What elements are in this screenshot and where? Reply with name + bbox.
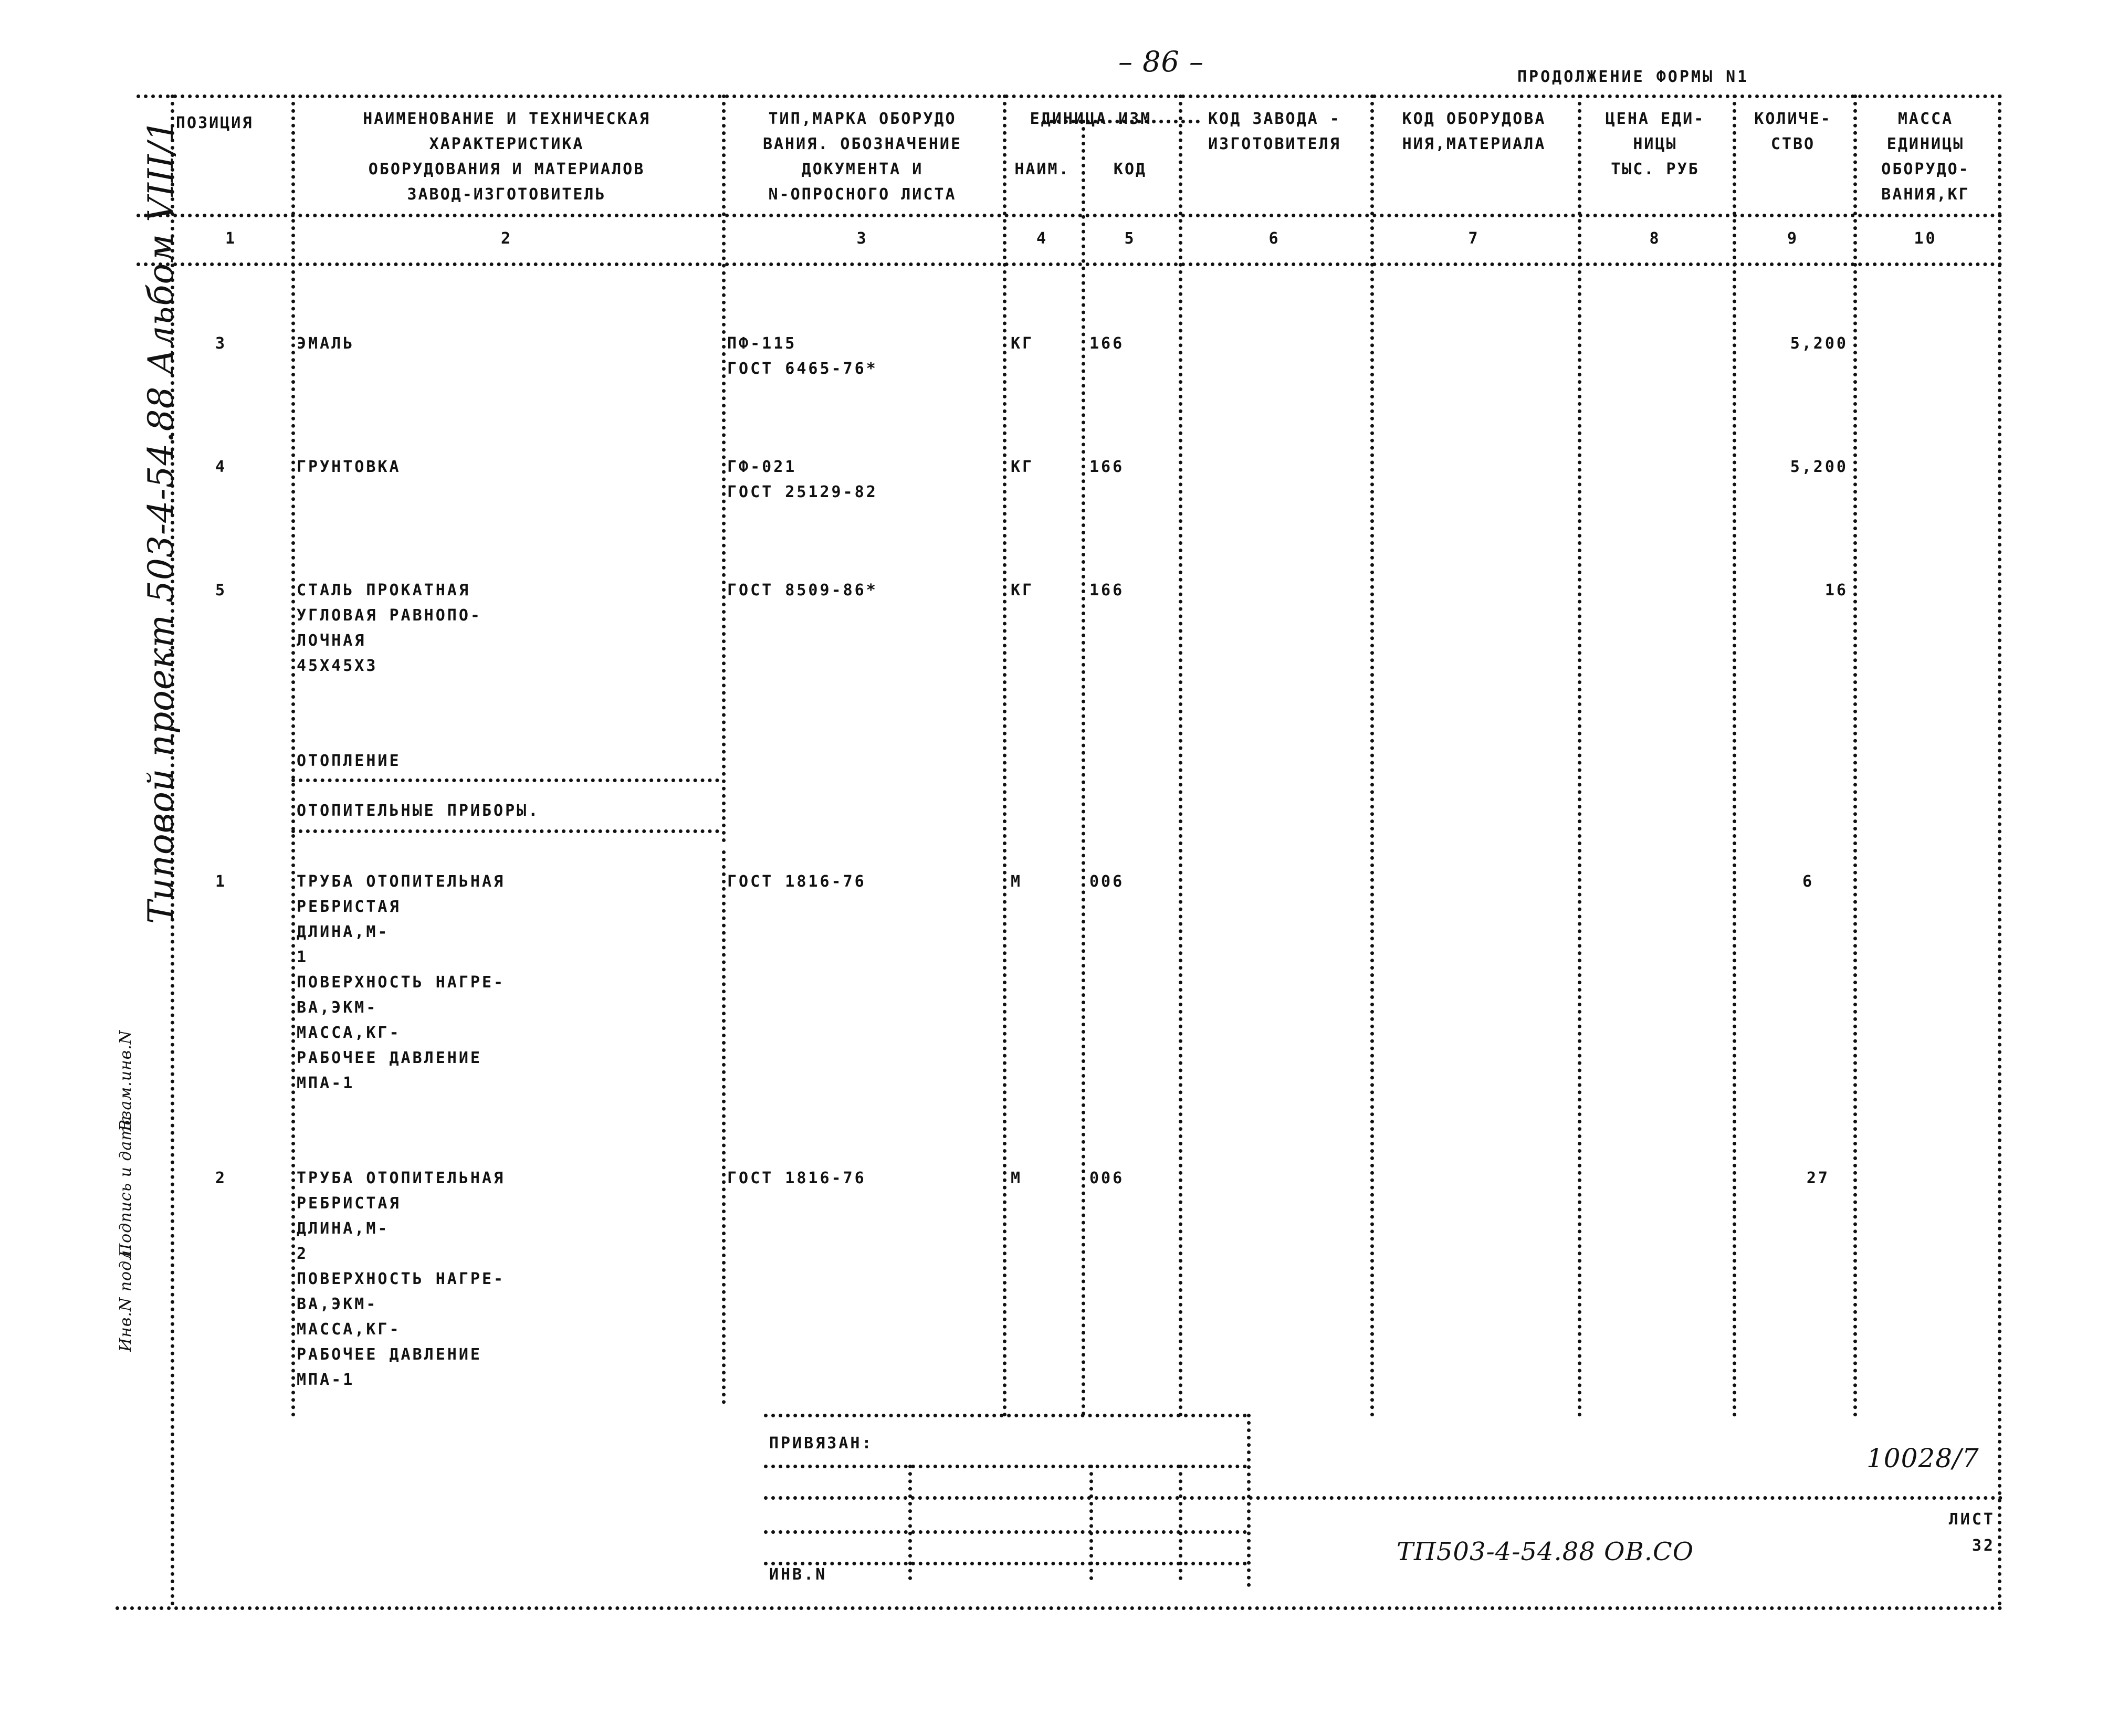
column-number: 7	[1468, 229, 1480, 248]
margin-stamp-signature: Подпись и дата	[117, 1115, 135, 1257]
row-unit-code: 166	[1089, 581, 1125, 599]
header-price-line: НИЦЫ	[1633, 135, 1677, 153]
row-position: 3	[215, 334, 227, 353]
section-underline-2	[291, 829, 719, 833]
col-divider-4	[1082, 120, 1085, 1416]
numbers-row-border	[137, 262, 2003, 266]
header-mass-line: МАССА	[1897, 110, 1954, 128]
row-quantity: 27	[1806, 1169, 1830, 1187]
row-name: МПА-1	[297, 1371, 355, 1389]
stamp-inv-label: ИНВ.N	[769, 1565, 827, 1584]
row-type: ПФ-115	[727, 334, 797, 353]
header-mass-line: ВАНИЯ,КГ	[1881, 185, 1970, 204]
row-name: ПОВЕРХНОСТЬ НАГРЕ-	[297, 973, 506, 992]
header-quantity-line: КОЛИЧЕ-	[1754, 110, 1832, 128]
margin-project-title: Типовой проект 503-4-54.88 Альбом VIII/1	[141, 119, 181, 924]
row-name: 1	[297, 948, 309, 966]
column-number: 2	[500, 229, 513, 248]
row-unit: КГ	[1011, 581, 1034, 599]
row-quantity: 16	[1824, 581, 1848, 599]
row-position: 5	[215, 581, 227, 599]
row-name: МАССА,КГ-	[297, 1320, 401, 1339]
row-type: ГОСТ 8509-86*	[727, 581, 878, 599]
section-heading-heating-devices: ОТОПИТЕЛЬНЫЕ ПРИБОРЫ.	[297, 802, 540, 820]
header-equipment-code-line: НИЯ,МАТЕРИАЛА	[1402, 135, 1546, 153]
header-factory-code-line: КОД ЗАВОДА -	[1208, 110, 1341, 128]
header-unit-name: НАИМ.	[1014, 160, 1070, 178]
row-name: РЕБРИСТАЯ	[297, 898, 401, 916]
header-bottom-border	[137, 214, 2003, 217]
stamp-sheet-number: 32	[1971, 1537, 1995, 1555]
row-name: ВА,ЭКМ-	[297, 1295, 378, 1313]
column-number: 3	[856, 229, 868, 248]
column-number: 6	[1268, 229, 1281, 248]
col-divider-9	[1853, 94, 1857, 1417]
margin-stamp-inv: Инв.N подл.	[117, 1244, 135, 1352]
row-quantity: 6	[1802, 872, 1814, 891]
stamp-line-3	[764, 1530, 1247, 1534]
row-name: РАБОЧЕЕ ДАВЛЕНИЕ	[297, 1345, 482, 1364]
header-name-line: ЗАВОД-ИЗГОТОВИТЕЛЬ	[407, 185, 606, 204]
form-continuation-title: ПРОДОЛЖЕНИЕ ФОРМЫ N1	[1517, 68, 1749, 86]
row-name: ТРУБА ОТОПИТЕЛЬНАЯ	[297, 872, 506, 891]
row-name: МПА-1	[297, 1074, 355, 1092]
col-divider-1	[291, 94, 295, 1417]
margin-stamp-replace: Взам.инв.N	[117, 1029, 135, 1131]
row-name: 45Х45Х3	[297, 657, 378, 675]
column-number: 4	[1036, 229, 1048, 248]
row-unit-code: 166	[1089, 334, 1125, 353]
stamp-line-1	[764, 1465, 1247, 1468]
stamp-sheet-label: ЛИСТ	[1948, 1510, 1995, 1529]
row-name: ГРУНТОВКА	[297, 458, 401, 476]
column-number: 1	[225, 229, 237, 248]
row-name: ЭМАЛЬ	[297, 334, 355, 353]
row-type: ГОСТ 1816-76	[727, 1169, 866, 1187]
col-divider-7	[1578, 94, 1581, 1417]
row-unit-code: 166	[1089, 458, 1125, 476]
table-bottom-border	[116, 1606, 2003, 1610]
row-name: 2	[297, 1245, 309, 1263]
row-type: ГОСТ 25129-82	[727, 483, 878, 501]
row-name: УГЛОВАЯ РАВНОПО-	[297, 606, 482, 625]
table-top-border	[137, 94, 2003, 98]
col-divider-6	[1370, 94, 1374, 1417]
stamp-line-2	[764, 1496, 2003, 1500]
header-unit-code: КОД	[1113, 160, 1147, 178]
row-name: ПОВЕРХНОСТЬ НАГРЕ-	[297, 1270, 506, 1288]
row-type: ГФ-021	[727, 458, 797, 476]
row-name: ТРУБА ОТОПИТЕЛЬНАЯ	[297, 1169, 506, 1187]
stamp-line-4	[764, 1562, 1247, 1565]
row-unit: КГ	[1011, 334, 1034, 353]
header-name-line: НАИМЕНОВАНИЕ И ТЕХНИЧЕСКАЯ	[363, 110, 651, 128]
header-mass-line: ОБОРУДО-	[1881, 160, 1970, 178]
header-name-line: ХАРАКТЕРИСТИКА	[429, 135, 584, 153]
section-heading-heating: ОТОПЛЕНИЕ	[297, 752, 401, 770]
row-unit: КГ	[1011, 458, 1034, 476]
header-type-line: ДОКУМЕНТА И	[801, 160, 924, 178]
row-quantity: 5,200	[1790, 458, 1848, 476]
stamp-document-code: ТП503-4-54.88 ОВ.СО	[1397, 1537, 1694, 1566]
header-type-line: ВАНИЯ. ОБОЗНАЧЕНИЕ	[762, 135, 962, 153]
row-type: ГОСТ 1816-76	[727, 872, 866, 891]
stamp-handwritten-number: 10028/7	[1866, 1443, 1979, 1474]
row-unit-code: 006	[1089, 1169, 1125, 1187]
column-number: 8	[1649, 229, 1661, 248]
row-position: 1	[215, 872, 227, 891]
row-name: СТАЛЬ ПРОКАТНАЯ	[297, 581, 470, 599]
header-type-line: ТИП,МАРКА ОБОРУДО	[768, 110, 957, 128]
row-unit: М	[1011, 1169, 1023, 1187]
header-price-line: ТЫС. РУБ	[1611, 160, 1700, 178]
header-price-line: ЦЕНА ЕДИ-	[1605, 110, 1705, 128]
header-type-line: N-ОПРОСНОГО ЛИСТА	[768, 185, 957, 204]
stamp-inner-divider-1	[908, 1465, 912, 1580]
header-equipment-code-line: КОД ОБОРУДОВА	[1402, 110, 1546, 128]
header-mass-line: ЕДИНИЦЫ	[1886, 135, 1965, 153]
header-position: ПОЗИЦИЯ	[176, 114, 254, 132]
header-unit: ЕДИНИЦА ИЗМ	[1030, 110, 1152, 128]
page-number: – 86 –	[1118, 45, 1204, 78]
row-position: 4	[215, 458, 227, 476]
header-name-line: ОБОРУДОВАНИЯ И МАТЕРИАЛОВ	[368, 160, 645, 178]
header-quantity-line: СТВО	[1770, 135, 1816, 153]
column-number: 9	[1787, 229, 1799, 248]
table-left-border	[171, 94, 174, 1606]
col-divider-8	[1733, 94, 1736, 1417]
header-factory-code-line: ИЗГОТОВИТЕЛЯ	[1208, 135, 1341, 153]
stamp-inner-divider-2	[1089, 1465, 1093, 1580]
row-name: МАССА,КГ-	[297, 1024, 401, 1042]
row-type: ГОСТ 6465-76*	[727, 360, 878, 378]
table-right-border	[1998, 94, 2001, 1606]
row-position: 2	[215, 1169, 227, 1187]
row-name: ВА,ЭКМ-	[297, 998, 378, 1017]
stamp-right-border	[1247, 1414, 1251, 1587]
column-number: 5	[1124, 229, 1136, 248]
row-quantity: 5,200	[1790, 334, 1848, 353]
row-name: ДЛИНА,М-	[297, 923, 390, 941]
row-name: РАБОЧЕЕ ДАВЛЕНИЕ	[297, 1049, 482, 1067]
row-name: РЕБРИСТАЯ	[297, 1194, 401, 1213]
col-divider-3	[1003, 94, 1006, 1417]
row-unit-code: 006	[1089, 872, 1125, 891]
row-unit: М	[1011, 872, 1023, 891]
column-number: 10	[1914, 229, 1937, 248]
col-divider-5	[1179, 94, 1182, 1417]
col-divider-2-lower	[722, 850, 726, 1404]
section-underline-1	[291, 778, 719, 782]
stamp-inner-divider-3	[1179, 1465, 1182, 1580]
row-name: ДЛИНА,М-	[297, 1219, 390, 1238]
row-name: ЛОЧНАЯ	[297, 632, 366, 650]
col-divider-2-upper	[722, 94, 726, 843]
stamp-bound-label: ПРИВЯЗАН:	[769, 1434, 874, 1453]
